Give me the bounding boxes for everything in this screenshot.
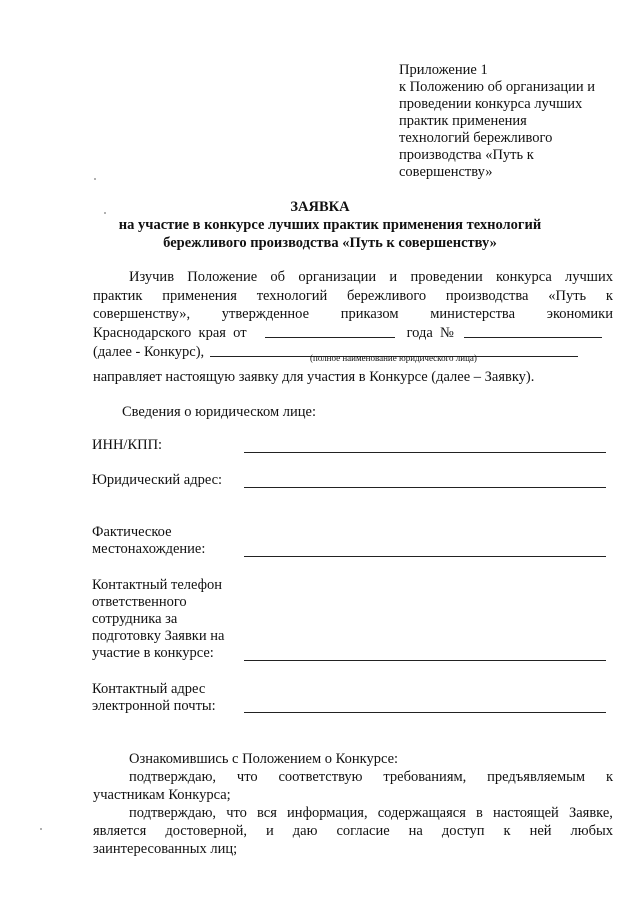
word: соответствую: [278, 769, 363, 785]
word: предъявляемым: [487, 769, 586, 785]
footer-line-1: Ознакомившись с Положением о Конкурсе:: [129, 751, 399, 767]
actual-location-label: [92, 524, 242, 558]
label-line: Контактный телефон: [92, 577, 223, 593]
word: организации: [298, 269, 377, 285]
footer-line-2: [93, 768, 613, 786]
word: Заявке,: [568, 805, 613, 821]
word: требованиям,: [383, 769, 467, 785]
word: министерства: [430, 306, 516, 323]
word: утвержденное: [221, 306, 310, 323]
word: на: [408, 823, 423, 839]
word: достоверной,: [165, 823, 247, 839]
word: Изучив: [129, 269, 175, 285]
appendix-line: Приложение 1: [399, 62, 488, 78]
footer-line-4: [93, 804, 613, 822]
label-line: ИНН/КПП:: [92, 437, 163, 453]
label-line: электронной почты:: [92, 698, 216, 714]
word: информация,: [287, 805, 368, 821]
word: что: [236, 769, 258, 785]
label-line: Контактный адрес: [92, 681, 206, 697]
order-date-blank[interactable]: [265, 324, 395, 338]
legal-address-field[interactable]: [244, 487, 606, 488]
appendix-line: совершенству»: [399, 164, 493, 180]
word: конкурса: [496, 269, 552, 285]
word: к: [605, 287, 613, 304]
word: приказом: [340, 306, 399, 323]
word: к: [503, 823, 511, 839]
label-line: участие в конкурсе:: [92, 645, 214, 661]
word: об: [270, 269, 286, 285]
legal-address-label: [92, 472, 242, 489]
word: в: [476, 805, 483, 821]
intro-paragraph: [93, 268, 613, 362]
label-line: местонахождение:: [92, 541, 206, 557]
appendix-line: практик применения: [399, 113, 527, 129]
scan-speck: [94, 178, 96, 180]
legal-entity-hint: (полное наименование юридического лица): [310, 353, 477, 363]
word: применения: [162, 287, 237, 304]
word: «Путь: [548, 287, 587, 304]
inn-kpp-label: [92, 437, 242, 454]
word: совершенству»,: [93, 306, 191, 323]
word: экономики: [546, 306, 613, 323]
label-line: Юридический адрес:: [92, 472, 223, 488]
intro-line-4: [93, 324, 613, 343]
appendix-line: к Положению об организации и: [399, 79, 596, 95]
legal-entity-info-title: Сведения о юридическом лице:: [122, 404, 316, 420]
word: и: [389, 269, 398, 285]
label-line: подготовку Заявки на: [92, 628, 225, 644]
email-label: [92, 681, 242, 715]
word: доступ: [441, 823, 485, 839]
scan-speck: [40, 828, 42, 830]
footer-line-5: [93, 822, 613, 840]
document-subtitle: [100, 216, 560, 252]
word: что: [226, 805, 247, 821]
word: ней: [529, 823, 552, 839]
word: даю: [292, 823, 318, 839]
appendix-header: [399, 62, 629, 181]
word: согласие: [336, 823, 390, 839]
email-field[interactable]: [244, 712, 606, 713]
sends-line: направляет настоящую заявку для участия в Конкурсе (далее – Заявку).: [93, 369, 535, 385]
word: содержащаяся: [377, 805, 466, 821]
word: подтверждаю,: [129, 769, 217, 785]
subtitle-line: на участие в конкурсе лучших практик применения технологий: [118, 217, 542, 233]
word: практик: [93, 287, 143, 304]
word: подтверждаю,: [129, 805, 217, 821]
intro-line-1: [93, 268, 613, 287]
appendix-line: проведении конкурса лучших: [399, 96, 583, 112]
contact-phone-label: [92, 577, 242, 662]
word: настоящей: [493, 805, 559, 821]
word: к: [605, 769, 613, 785]
order-number-blank[interactable]: [464, 324, 602, 338]
word: проведении: [410, 269, 483, 285]
word: вся: [257, 805, 277, 821]
label-line: Фактическое: [92, 524, 172, 540]
date-label: Краснодарского края от: [93, 325, 247, 342]
label-line: ответственного: [92, 594, 187, 610]
word: является: [93, 823, 147, 839]
appendix-line: технологий бережливого: [399, 130, 553, 146]
subtitle-line: бережливого производства «Путь к совершенству»: [163, 235, 497, 251]
inn-kpp-field[interactable]: [244, 452, 606, 453]
word: лучших: [565, 269, 613, 285]
word: производства: [445, 287, 529, 304]
label-line: сотрудника за: [92, 611, 178, 627]
word: бережливого: [347, 287, 427, 304]
intro-line-3: [93, 305, 613, 324]
order-number-label: года №: [406, 325, 454, 342]
appendix-line: производства «Путь к: [399, 147, 534, 163]
footer-line-6: заинтересованных лиц;: [93, 841, 238, 857]
actual-location-field[interactable]: [244, 556, 606, 557]
contest-abbrev: (далее - Конкурс),: [93, 343, 205, 360]
word: Положение: [187, 269, 258, 285]
document-title: ЗАЯВКА: [290, 199, 350, 215]
word: любых: [570, 823, 613, 839]
confirmation-block: [93, 750, 613, 858]
contact-phone-field[interactable]: [244, 660, 606, 661]
footer-line-3: участникам Конкурса;: [93, 787, 231, 803]
intro-line-2: [93, 287, 613, 306]
word: и: [266, 823, 274, 839]
word: технологий: [256, 287, 328, 304]
